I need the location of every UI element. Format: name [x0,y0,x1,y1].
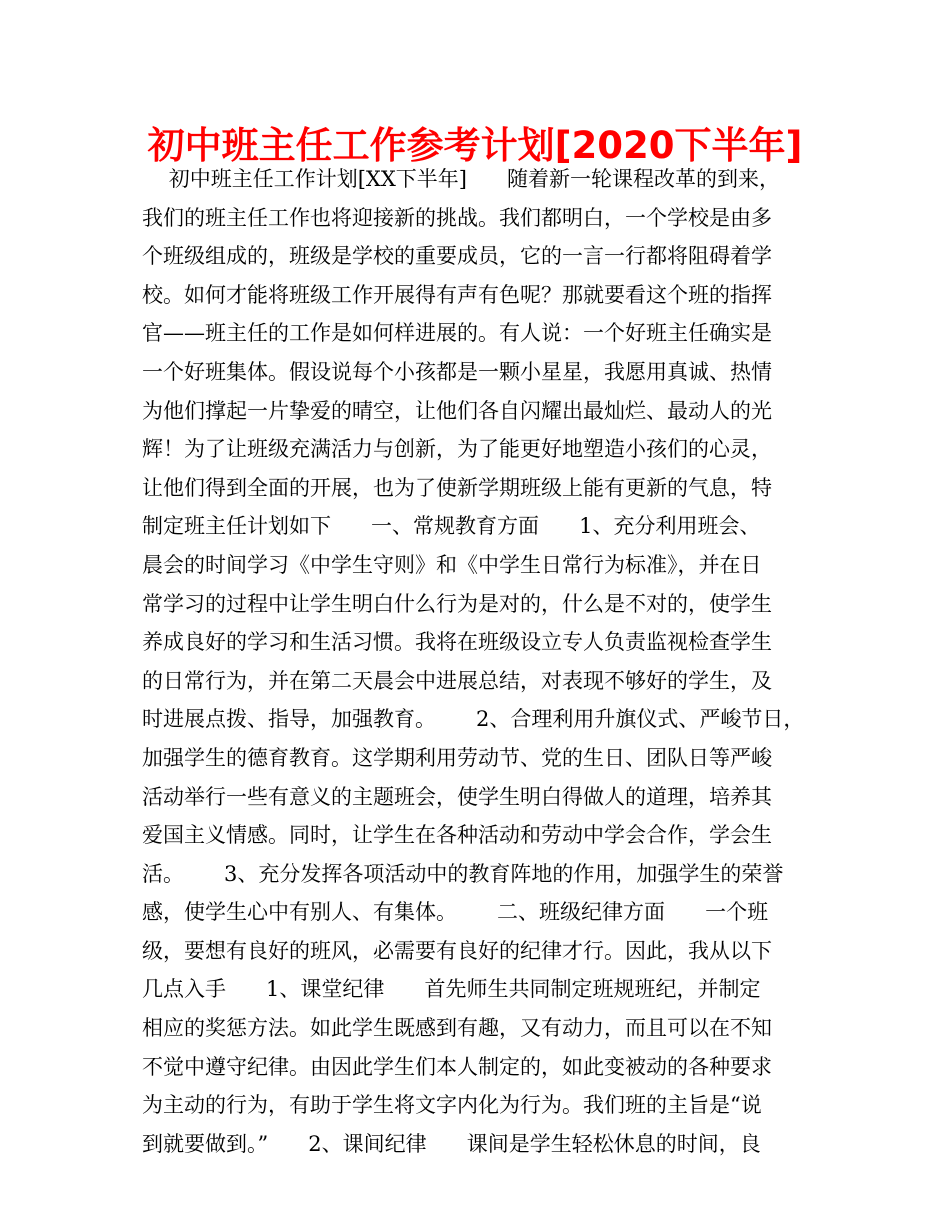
document-title: 初中班主任工作参考计划[2020下半年] [147,124,803,167]
body-line: 到就要做到。” 2、课间纪律 课间是学生轻松休息的时间，良 [142,1131,761,1156]
body-line: 感，使学生心中有别人、有集体。 二、班级纪律方面 一个班 [142,900,769,925]
body-line: 加强学生的德育教育。这学期利用劳动节、党的生日、团队日等严峻 [142,745,772,770]
document-body [142,160,822,1163]
body-line: 为主动的行为，有助于学生将文字内化为行为。我们班的主旨是“说 [142,1093,762,1118]
body-line: 养成良好的学习和生活习惯。我将在班级设立专人负责监视检查学生 [142,630,772,655]
body-line: 为他们撑起一片挚爱的晴空，让他们各自闪耀出最灿烂、最动人的光 [142,398,772,423]
body-line: 校。如何才能将班级工作开展得有声有色呢？那就要看这个班的指挥 [142,282,772,307]
body-line: 官——班主任的工作是如何样进展的。有人说：一个好班主任确实是 [142,321,772,346]
body-line: 常学习的过程中让学生明白什么行为是对的，什么是不对的，使学生 [142,591,772,616]
body-line: 几点入手 1、课堂纪律 首先师生共同制定班规班纪，并制定 [142,977,761,1002]
body-line: 制定班主任计划如下 一、常规教育方面 1、充分利用班会、 [142,514,761,539]
body-line: 相应的奖惩方法。如此学生既感到有趣，又有动力，而且可以在不知 [142,1016,772,1041]
body-line: 的日常行为，并在第二天晨会中进展总结，对表现不够好的学生，及 [142,668,772,693]
body-line: 时进展点拨、指导，加强教育。 2、合理利用升旗仪式、严峻节日， [142,707,805,732]
body-line: 不觉中遵守纪律。由因此学生们本人制定的，如此变被动的各种要求 [142,1054,772,1079]
body-line: 级，要想有良好的班风，必需要有良好的纪律才行。因此，我从以下 [142,938,772,963]
body-line: 晨会的时间学习《中学生守则》和《中学生日常行为标准》，并在日 [142,552,762,577]
body-line: 让他们得到全面的开展，也为了使新学期班级上能有更新的气息，特 [142,475,772,500]
body-line: 活。 3、充分发挥各项活动中的教育阵地的作用，加强学生的荣誉 [142,861,784,886]
body-line: 个班级组成的，班级是学校的重要成员，它的一言一行都将阻碍着学 [142,244,772,269]
body-line: 一个好班集体。假设说每个小孩都是一颗小星星，我愿用真诚、热情 [142,359,772,384]
body-line: 辉！为了让班级充满活力与创新，为了能更好地塑造小孩们的心灵， [142,437,772,462]
body-line: 初中班主任工作计划[XX下半年] 随着新一轮课程改革的到来， [142,167,781,191]
body-line: 爱国主义情感。同时，让学生在各种活动和劳动中学会合作，学会生 [142,823,772,848]
body-line: 我们的班主任工作也将迎接新的挑战。我们都明白，一个学校是由多 [142,205,772,230]
body-line: 活动举行一些有意义的主题班会，使学生明白得做人的道理，培养其 [142,784,772,809]
